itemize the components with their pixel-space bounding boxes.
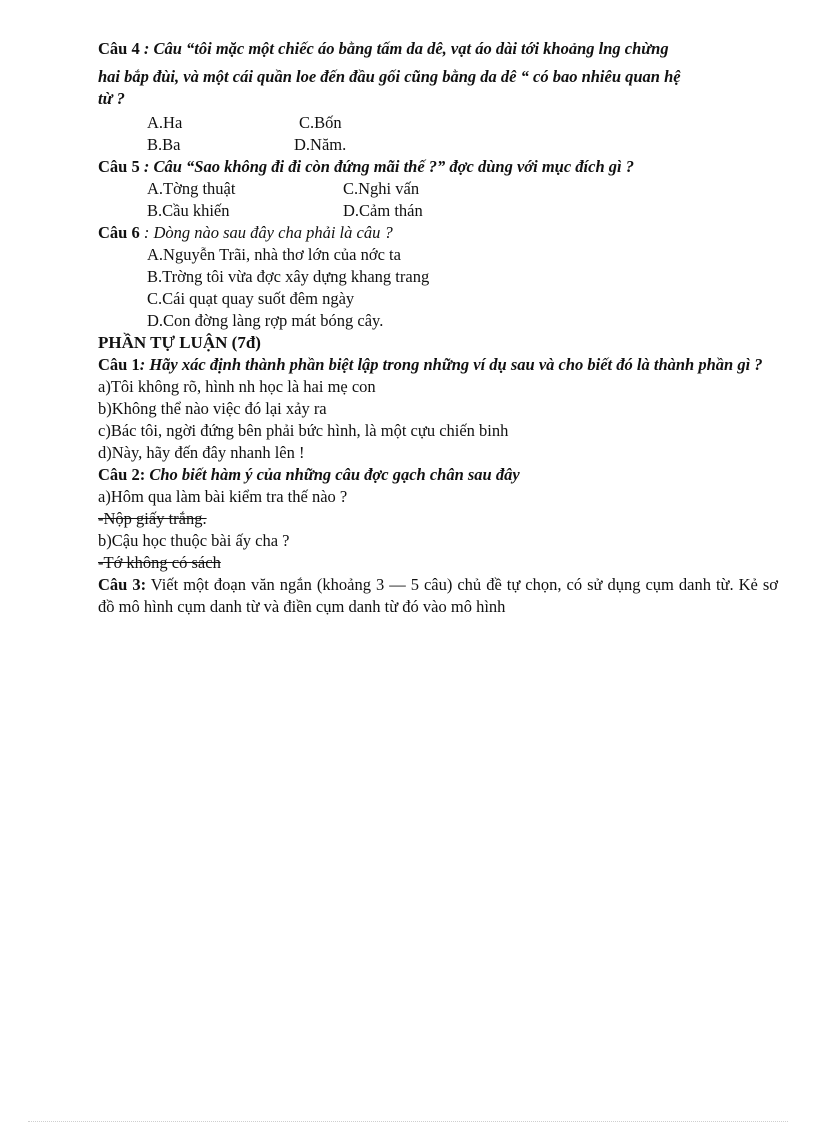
- q6-text: : Dòng nào sau đây cha phải là câu ?: [143, 223, 393, 242]
- q4-line-1: [98, 38, 778, 60]
- q4-line-2: [98, 66, 778, 88]
- e1-label: Câu 1: [98, 355, 140, 374]
- q6-option-b: B.Trờng tôi vừa đợc xây dựng khang trang: [147, 267, 430, 286]
- e1-item-d: d)Này, hãy đến đây nhanh lên !: [98, 443, 305, 462]
- e1-text: : Hãy xác định thành phần biệt lập trong những ví dụ sau và cho biết đó là thành phần gì ?: [139, 355, 763, 374]
- q6-line: [98, 222, 778, 244]
- e1-prompt: [98, 354, 778, 376]
- q4-line-3: [98, 88, 778, 110]
- q5-label: Câu 5: [98, 157, 140, 176]
- e1-item-c: c)Bác tôi, ngời đứng bên phải bức hình, là một cựu chiến binh: [98, 421, 509, 440]
- e2-a-answer: -Nộp giấy trắng.: [98, 509, 207, 528]
- q4-text-2: hai bắp đùi, và một cái quần loe đến đầu gối cũng bằng da dê “ có bao nhiêu quan hệ: [98, 67, 681, 86]
- q4-text-3: từ ?: [98, 89, 125, 108]
- q4-options-row-1: [98, 112, 778, 134]
- e2-a-question: a)Hôm qua làm bài kiểm tra thế nào ?: [98, 487, 348, 506]
- q5-option-a: A.Tờng thuật: [147, 179, 236, 198]
- section-heading: [98, 332, 778, 354]
- e2-text: Cho biết hàm ý của những câu đợc gạch chân sau đây: [145, 465, 520, 484]
- q5-options-row-2: [98, 200, 778, 222]
- e2-prompt: [98, 464, 778, 486]
- section-title: PHẦN TỰ LUẬN: [98, 333, 228, 352]
- e3-text: Viết một đoạn văn ngắn (khoảng 3 — 5 câu) chủ đề tự chọn, có sử dụng cụm danh từ. Kẻ sơ đồ mô hình cụm danh từ và điền cụm danh từ đó vào mô hình: [98, 575, 778, 616]
- e1-item-b: b)Không thể nào việc đó lại xảy ra: [98, 399, 327, 418]
- document-page: [98, 38, 778, 618]
- q4-option-c: C.Bốn: [299, 113, 342, 132]
- q4-options-row-2: [98, 134, 778, 156]
- q6-option-b-row: [98, 266, 778, 288]
- e3-prompt: [98, 574, 778, 618]
- q6-option-c: C.Cái quạt quay suốt đêm ngày: [147, 289, 355, 308]
- q5-text: : Câu “Sao không đi đi còn đứng mãi thế ?” đợc dùng với mục đích gì ?: [143, 157, 634, 176]
- q6-option-a: A.Nguyễn Trãi, nhà thơ lớn của nớc ta: [147, 245, 401, 264]
- page-bottom-rule: [28, 1121, 788, 1122]
- q5-option-c: C.Nghi vấn: [343, 179, 420, 198]
- e2-label: Câu 2:: [98, 465, 146, 484]
- q6-option-d: D.Con đờng làng rợp mát bóng cây.: [147, 311, 384, 330]
- q4-option-d: D.Năm.: [294, 135, 347, 154]
- e3-label: Câu 3:: [98, 575, 147, 594]
- q4-option-a: A.Ha: [147, 113, 183, 132]
- e2-b-answer: -Tớ không có sách: [98, 553, 221, 572]
- section-points: (7đ): [231, 333, 261, 352]
- e2-b-question: b)Cậu học thuộc bài ấy cha ?: [98, 531, 290, 550]
- q5-options-row-1: [98, 178, 778, 200]
- q6-option-c-row: [98, 288, 778, 310]
- e1-item-a: a)Tôi không rõ, hình nh học là hai mẹ con: [98, 377, 376, 396]
- q6-option-d-row: [98, 310, 778, 332]
- q6-option-a-row: [98, 244, 778, 266]
- q4-text-1: : Câu “tôi mặc một chiếc áo bằng tấm da dê, vạt áo dài tới khoảng lng chừng: [143, 39, 669, 58]
- q5-option-d: D.Cảm thán: [343, 201, 423, 220]
- q4-option-b: B.Ba: [147, 135, 181, 154]
- q5-line: [98, 156, 778, 178]
- q6-label: Câu 6: [98, 223, 140, 242]
- q4-label: Câu 4: [98, 39, 140, 58]
- q5-option-b: B.Cầu khiến: [147, 201, 230, 220]
